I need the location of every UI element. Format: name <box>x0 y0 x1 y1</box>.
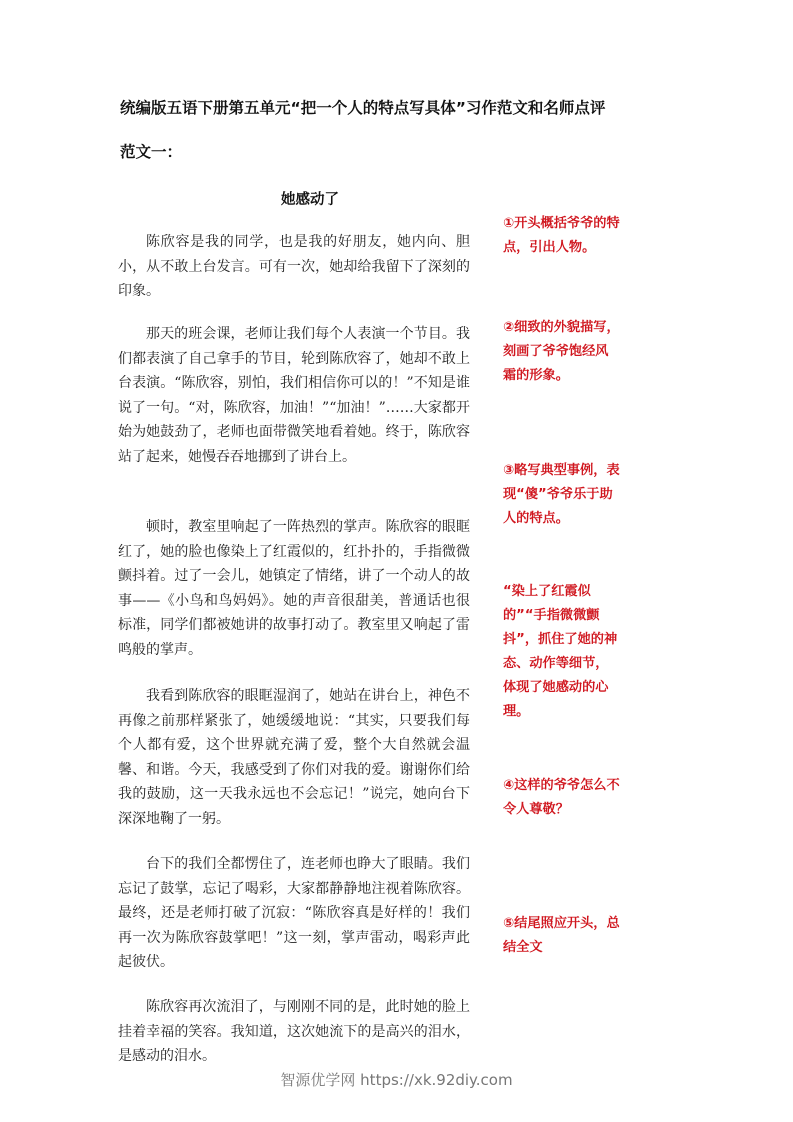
document-title: 统编版五语下册第五单元“把一个人的特点写具体”习作范文和名师点评 <box>120 99 606 117</box>
margin-annotation: ①开头概括爷爷的特点，引出人物。 <box>503 216 620 255</box>
margin-annotation: “染上了红霞似的”“手指微微颤抖”，抓住了她的神态、动作等细节，体现了她感动的心理。 <box>503 584 618 719</box>
watermark: 智源优学网 https://xk.92diy.com <box>280 1071 513 1089</box>
margin-annotation: ④这样的爷爷怎么不令人尊敬？ <box>503 778 620 817</box>
essay-paragraph: 我看到陈欣容的眼眶湿润了，她站在讲台上，神色不再像之前那样紧张了，她缓缓地说：“其实，只要我们每个人都有爱，这个世界就充满了爱，整个大自然就会温馨、和谐。今天，我感受到了你们对我的爱。谢谢你们给我的鼓励，这一天我永远也不会忘记！”说完，她向台下深深地鞠了一躬。 <box>118 688 470 827</box>
essay-paragraph: 陈欣容再次流泪了，与刚刚不同的是，此时她的脸上挂着幸福的笑容。我知道，这次她流下的是高兴的泪水，是感动的泪水。 <box>118 999 470 1065</box>
margin-annotation: ②细致的外貌描写，刻画了爷爷饱经风霜的形象。 <box>503 320 620 383</box>
essay-paragraph: 陈欣容是我的同学，也是我的好朋友，她内向、胆小，从不敢上台发言。可有一次，她却给我留下了深刻的印象。 <box>118 234 470 300</box>
margin-annotation: ③略写典型事例，表现“傻”爷爷乐于助人的特点。 <box>503 463 620 526</box>
essay-paragraph: 顿时，教室里响起了一阵热烈的掌声。陈欣容的眼眶红了，她的脸也像染上了红霞似的，红扑扑的，手指微微颤抖着。过了一会儿，她镇定了情绪，讲了一个动人的故事——《小鸟和鸟妈妈》。她的声音很甜美，普通话也很标准，同学们都被她讲的故事打动了。教室里又响起了雷鸣般的掌声。 <box>118 519 470 658</box>
section-label: 范文一： <box>120 143 183 161</box>
essay-title: 她感动了 <box>281 191 339 208</box>
essay-paragraph: 台下的我们全都愣住了，连老师也睁大了眼睛。我们忘记了鼓掌，忘记了喝彩，大家都静静地注视着陈欣容。最终，还是老师打破了沉寂：“陈欣容真是好样的！我们再一次为陈欣容鼓掌吧！”这一刻，掌声雷动，喝彩声此起彼伏。 <box>118 856 470 971</box>
essay-paragraph: 那天的班会课，老师让我们每个人表演一个节目。我们都表演了自己拿手的节目，轮到陈欣容了，她却不敢上台表演。“陈欣容，别怕，我们相信你可以的！”不知是谁说了一句。“对，陈欣容，加油！”“加油！”……大家都开始为她鼓劲了，老师也面带微笑地看着她。终于，陈欣容站了起来，她慢吞吞地挪到了讲台上。 <box>118 326 470 465</box>
margin-annotation: ⑤结尾照应开头，总结全文 <box>503 916 620 955</box>
